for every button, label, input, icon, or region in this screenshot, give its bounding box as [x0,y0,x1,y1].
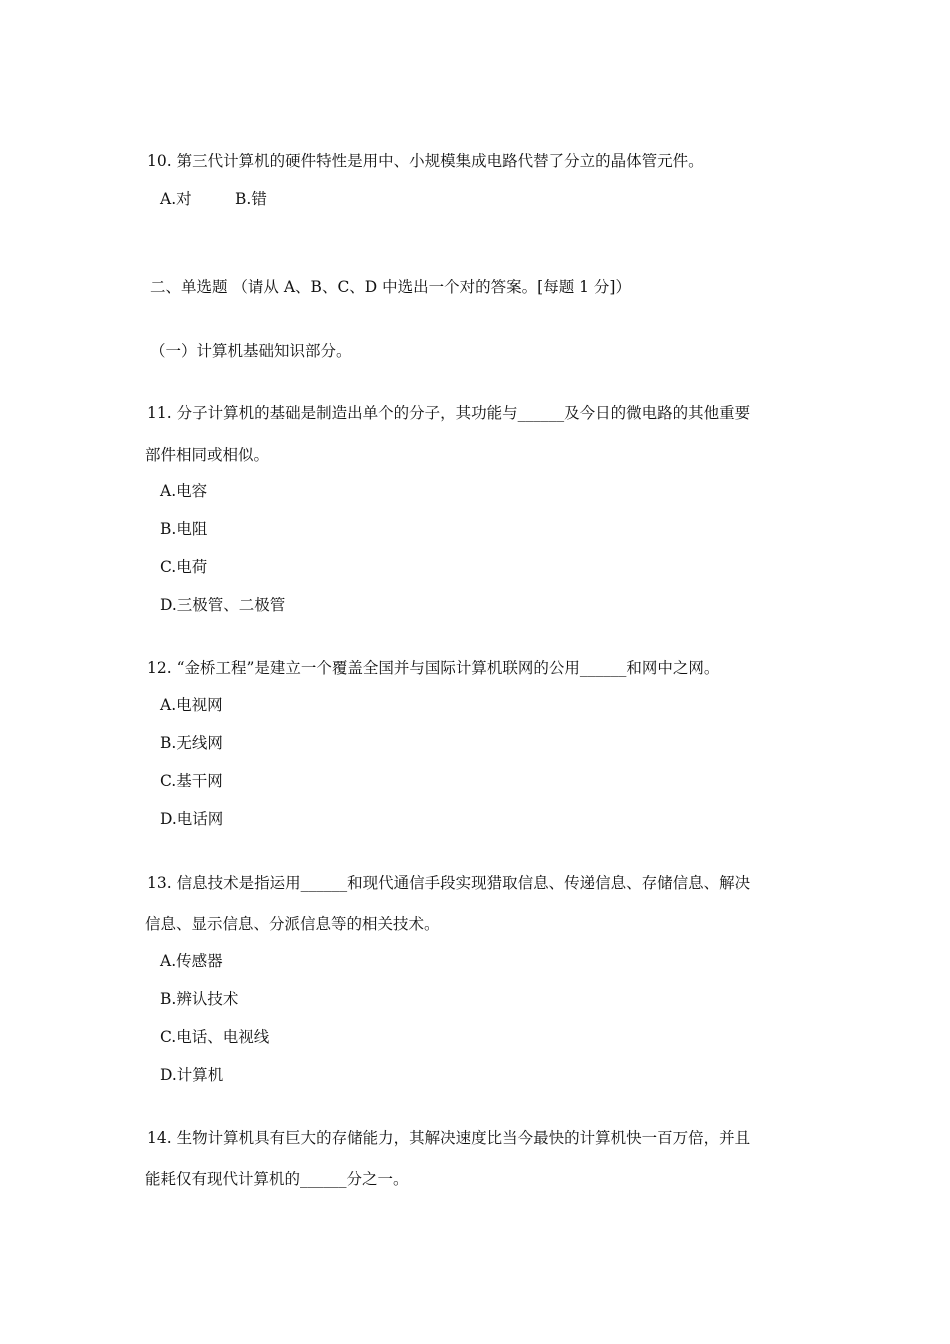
question-11-stem: 11. 分子计算机的基础是制造出单个的分子，其功能与______及今日的微电路的其他重要 [147,404,751,422]
question-13-option-d: D.计算机 [160,1066,224,1084]
question-13-option-b: B.辨认技术 [160,990,239,1008]
question-11-option-d: D.三极管、二极管 [160,596,286,614]
question-11-option-c: C.电荷 [160,558,208,576]
question-13-option-c: C.电话、电视线 [160,1028,270,1046]
question-12-option-a: A.电视网 [160,696,223,714]
question-14-stem-continued: 能耗仅有现代计算机的______分之一。 [145,1170,409,1188]
question-10-option-a: A.对 [160,190,192,208]
question-12-option-b: B.无线网 [160,734,223,752]
question-12-stem: 12. “金桥工程”是建立一个覆盖全国并与国际计算机联网的公用______和网中之网。 [147,659,720,677]
question-10-option-b: B.错 [235,190,267,208]
question-13-stem: 13. 信息技术是指运用______和现代通信手段实现猎取信息、传递信息、存储信息、解决 [147,874,751,892]
question-13-stem-continued: 信息、显示信息、分派信息等的相关技术。 [145,915,440,933]
question-12-option-d: D.电话网 [160,810,224,828]
question-11-option-a: A.电容 [160,482,208,500]
subsection-title: （一）计算机基础知识部分。 [150,342,352,360]
question-11-option-b: B.电阻 [160,520,208,538]
question-11-stem-continued: 部件相同或相似。 [145,446,270,464]
question-12-option-c: C.基干网 [160,772,223,790]
question-13-option-a: A.传感器 [160,952,223,970]
section-title: 二、单选题 （请从 A、B、C、D 中选出一个对的答案。[每题 1 分]） [150,278,631,296]
question-10-stem: 10. 第三代计算机的硬件特性是用中、小规模集成电路代替了分立的晶体管元件。 [147,152,704,170]
question-14-stem: 14. 生物计算机具有巨大的存储能力，其解决速度比当今最快的计算机快一百万倍，并且 [147,1129,751,1147]
